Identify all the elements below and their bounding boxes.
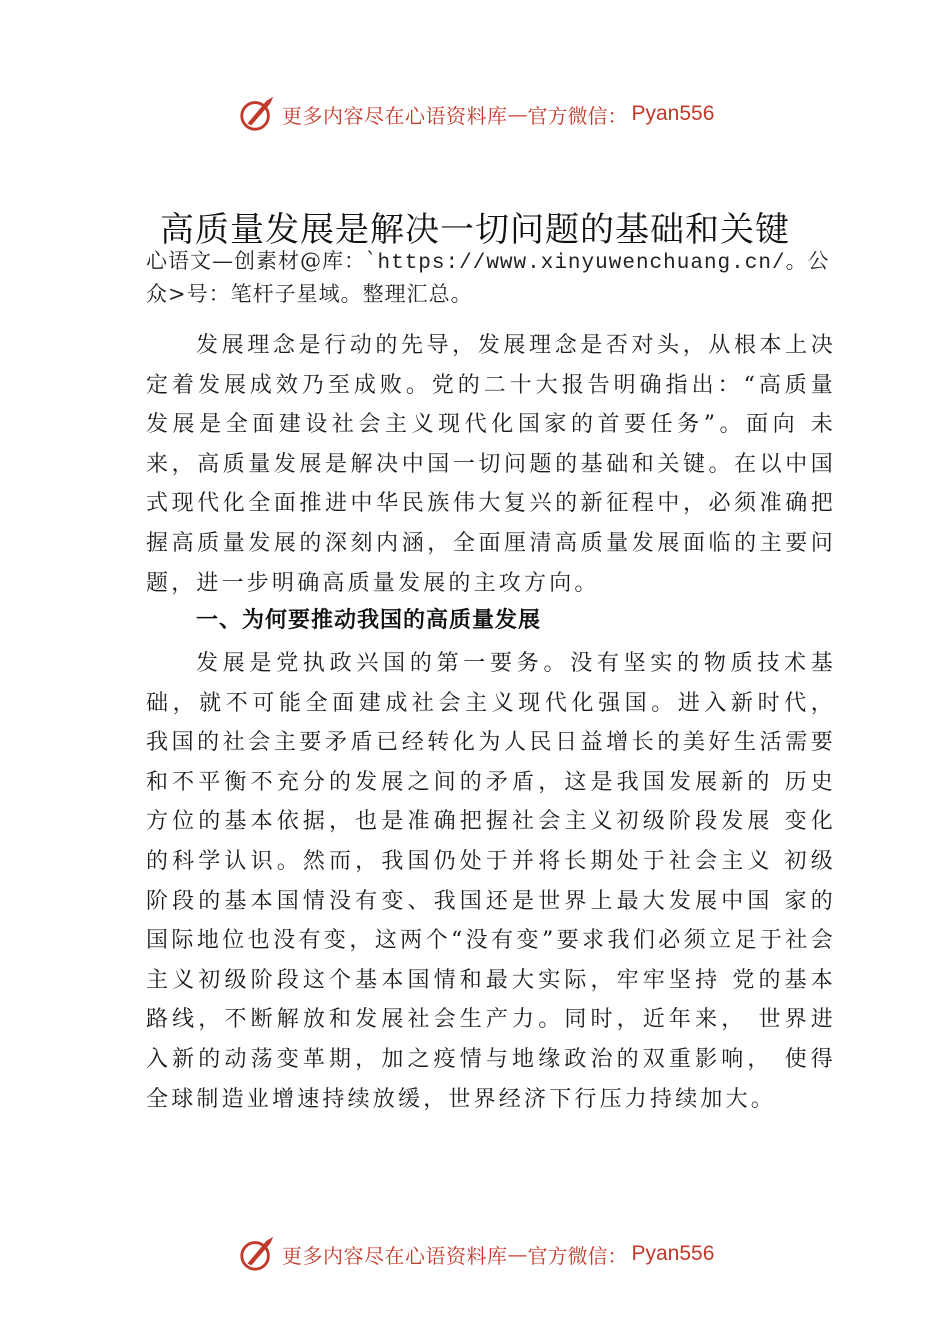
banner-wechat-id: Pyan556: [631, 102, 715, 125]
banner-wechat-id: Pyan556: [631, 1242, 715, 1265]
banner-text: 更多内容尽在心语资料库: [282, 103, 508, 128]
document-title: 高质量发展是解决一切问题的基础和关键: [160, 210, 790, 250]
section-heading-1: 一、为何要推动我国的高质量发展: [196, 608, 542, 633]
source-prefix: 心语文—创素材@库：`: [146, 249, 378, 273]
banner-wechat-label: 官方微信：: [527, 103, 628, 128]
header-banner: [238, 92, 714, 136]
footer-banner: [238, 1232, 714, 1276]
paragraph-1: 发展理念是行动的先导，发展理念是否对头，从根本上决定着发展成效乃至成败。党的二十大报告明确指出：“高质量发展是全面建设社会主义现代化国家的首要任务”。面向 未来，高质量发展是解决中国一切问题的基础和关键。在以中国式现代化全面推进中华民族伟大复兴的新征程中，必须准确把握高质量发展的深刻内涵，全面厘清高质量发展面临的主要问题，进一步明确高质量发展的主攻方向。: [146, 333, 836, 596]
quill-pen-logo-icon: [238, 1235, 276, 1273]
banner-dash: —: [507, 1242, 528, 1266]
banner-dash: —: [507, 102, 528, 126]
quill-pen-logo-icon: [238, 95, 276, 133]
source-suffix: 。公众>号：笔杆子星域。整理汇总。: [146, 249, 830, 306]
banner-wechat-label: 官方微信：: [527, 1243, 628, 1268]
paragraph-2: 发展是党执政兴国的第一要务。没有坚实的物质技术基础，就不可能全面建成社会主义现代化强国。进入新时代， 我国的社会主要矛盾已经转化为人民日益增长的美好生活需要和不平衡不充分的发展之间的矛盾，这是我国发展新的 历史方位的基本依据，也是准确把握社会主义初级阶段发展 变化的科学认识。然而，我国仍处于并将长期处于社会主义 初级阶段的基本国情没有变、我国还是世界上最大发展中国 家的国际地位也没有变，这两个“没有变”要求我们必须立足于社会主义初级阶段这个基本国情和最大实际，牢牢坚持 党的基本路线，不断解放和发展社会生产力。同时，近年来， 世界进入新的动荡变革期，加之疫情与地缘政治的双重影响， 使得全球制造业增速持续放缓，世界经济下行压力持续加大。: [146, 651, 836, 1112]
banner-text: 更多内容尽在心语资料库: [282, 1243, 508, 1268]
source-line: [146, 246, 836, 309]
source-url: https://www.xinyuwenchuang.cn/: [377, 252, 786, 275]
